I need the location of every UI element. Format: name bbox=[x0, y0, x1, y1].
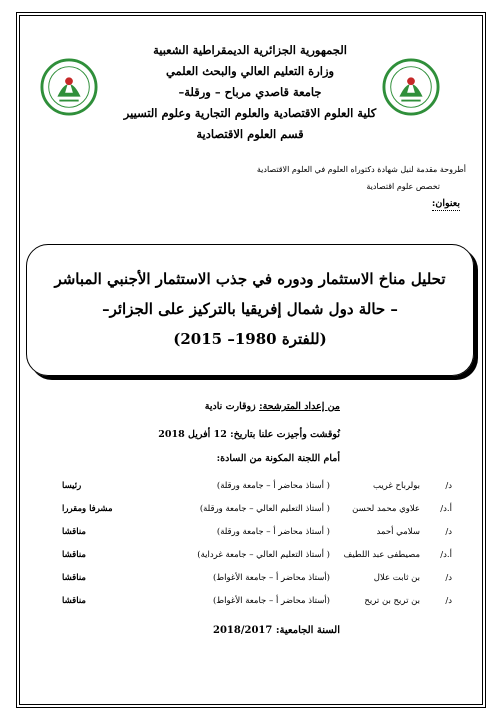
member-role: مناقشا bbox=[62, 596, 86, 606]
university-logo-left-icon bbox=[40, 58, 98, 116]
member-position: (أستاذ محاضر أ – جامعة الأغواط) bbox=[212, 596, 330, 606]
header-university: جامعة قاصدي مرباح – ورقلة– bbox=[178, 85, 322, 99]
defense-text: نُوقشت وأجيزت علنا بتاريخ: 12 أفريل 2018 bbox=[158, 429, 340, 440]
prepared-by-label: من إعداد المترشحة: bbox=[259, 401, 340, 412]
member-title: أ.د/ bbox=[440, 504, 452, 514]
member-position: (أستاذ محاضر أ – جامعة الأغواط) bbox=[212, 573, 330, 583]
committee-row bbox=[40, 504, 460, 527]
member-name: مصيطفى عبد اللطيف bbox=[343, 550, 420, 560]
academic-year bbox=[160, 625, 340, 636]
member-role: مناقشا bbox=[62, 573, 86, 583]
committee-row bbox=[40, 550, 460, 573]
member-title: د/ bbox=[445, 527, 452, 537]
committee-row bbox=[40, 481, 460, 504]
member-name: بولرباح غريب bbox=[372, 481, 420, 491]
member-role: رئيسا bbox=[62, 481, 82, 491]
header-faculty: كلية العلوم الاقتصادية والعلوم التجارية وعلوم التسيير bbox=[123, 106, 377, 120]
member-title: د/ bbox=[445, 573, 452, 583]
institution-header bbox=[105, 40, 395, 145]
prepared-by-name: زوقارت نادية bbox=[204, 401, 256, 412]
committee-row bbox=[40, 527, 460, 550]
member-position: ( أستاذ محاضر أ – جامعة ورقلة) bbox=[216, 481, 330, 491]
committee-row bbox=[40, 573, 460, 596]
thesis-note: أطروحة مقدمة لنيل شهادة دكتوراه العلوم في العلوم الاقتصادية bbox=[256, 165, 466, 174]
member-title: د/ bbox=[445, 596, 452, 606]
member-position: ( أستاذ التعليم العالي – جامعة غرداية) bbox=[197, 550, 330, 560]
committee-table bbox=[40, 481, 460, 619]
thesis-title-line1: تحليل مناخ الاستثمار ودوره في جذب الاستثمار الأجنبي المباشر bbox=[54, 270, 446, 288]
member-name: بن تريح بن تريح bbox=[364, 596, 420, 606]
committee-row bbox=[40, 596, 460, 619]
member-title: أ.د/ bbox=[440, 550, 452, 560]
candidate-info bbox=[160, 397, 340, 469]
thesis-title-box bbox=[26, 244, 474, 376]
header-department: قسم العلوم الاقتصادية bbox=[196, 127, 304, 141]
specialty: تخصص علوم اقتصادية bbox=[366, 182, 440, 191]
member-role: مناقشا bbox=[62, 527, 86, 537]
member-name: علاوي محمد لحسن bbox=[352, 504, 420, 514]
header-republic: الجمهورية الجزائرية الديمقراطية الشعبية bbox=[153, 43, 347, 57]
member-name: سلامي أحمد bbox=[376, 527, 420, 537]
member-position: ( أستاذ التعليم العالي – جامعة ورقلة) bbox=[199, 504, 330, 514]
member-name: بن ثابت علال bbox=[373, 573, 420, 583]
academic-year-label: السنة الجامعية: bbox=[275, 625, 340, 636]
member-role: مشرفا ومقررا bbox=[62, 504, 113, 514]
committee-label: أمام اللجنة المكونة من السادة: bbox=[216, 453, 340, 464]
thesis-title-line2: – حالة دول شمال إفريقيا بالتركيز على الجزائر– bbox=[102, 300, 398, 318]
member-title: د/ bbox=[445, 481, 452, 491]
thesis-title-line3: (للفترة 1980– 2015) bbox=[173, 330, 327, 348]
member-position: ( أستاذ محاضر أ – جامعة ورقلة) bbox=[216, 527, 330, 537]
member-role: مناقشا bbox=[62, 550, 86, 560]
academic-year-value: 2018/2017 bbox=[213, 625, 273, 636]
title-label: بعنوان: bbox=[431, 198, 460, 209]
header-ministry: وزارة التعليم العالي والبحث العلمي bbox=[165, 64, 335, 78]
